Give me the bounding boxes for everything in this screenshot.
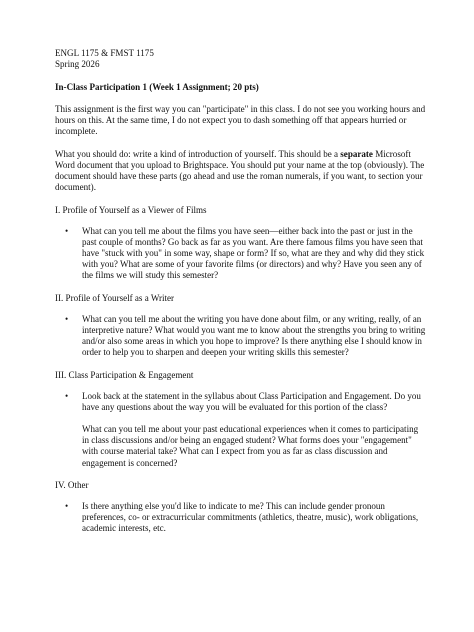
section-bullet-list	[55, 226, 427, 281]
instructions-bold-word: separate	[340, 149, 373, 160]
instructions-paragraph	[55, 149, 427, 193]
course-code: ENGL 1175 & FMST 1175	[55, 48, 154, 58]
bullet-paragraph: What can you tell me about the films you have seen—either back into the past or just in the past couple of months? Go back as far as you want. Are there famous films you have seen that have "stuck with you" in some way, shape or form? If so, what are they and why did they stick with you? What are some of your favorite films (or directors) and why? Have you seen any of the films we will study this semester?	[82, 226, 425, 281]
intro-paragraph: This assignment is the first way you can "participate" in this class. I do not see you working hours and hours on this. At the same time, I do not expect you to dash something off that appears hurried or incomplete.	[55, 104, 426, 137]
bullet-icon: •	[65, 226, 69, 237]
section-bullet-list	[55, 501, 427, 534]
bullet-icon: •	[65, 314, 69, 325]
term: Spring 2026	[55, 59, 100, 70]
assignment-title: In-Class Participation 1 (Week 1 Assignment; 20 pts)	[55, 81, 259, 92]
section-heading-films: I. Profile of Yourself as a Viewer of Films	[55, 204, 207, 215]
instructions-text-start: What you should do: write a kind of introduction of yourself. This should be a	[55, 149, 341, 160]
section-bullet-list	[55, 314, 427, 358]
bullet-paragraph: What can you tell me about the writing you have done about film, or any writing, really, of an interpretive nature? What would you want me to know about the strengths you bring to writing and/or also some areas in which you hope to improve? Is there anything else I should know in order to help you to sharpen and deepen your writing skills this semester?	[82, 314, 426, 358]
bullet-paragraph: Is there anything else you'd like to indicate to me? This can include gender pronoun preferences, co- or extracurricular commitments (athletics, theatre, music), work obligations, academic interests, etc.	[82, 501, 419, 534]
bullet-icon: •	[65, 391, 69, 402]
section-heading-writer: II. Profile of Yourself as a Writer	[55, 293, 175, 303]
bullet-paragraph: Look back at the statement in the syllabus about Class Participation and Engagement. Do you have any questions about the way you will be evaluated for this portion of the class?	[82, 391, 421, 413]
section-heading-other: IV. Other	[55, 480, 89, 491]
list-item	[55, 501, 427, 534]
document-page	[55, 48, 427, 535]
bullet-icon: •	[65, 501, 69, 512]
instructions-text-end: Microsoft Word document that you upload to Brightspace. You should put your name at the top (obviously). The document should have these parts (go ahead and use the roman numerals, if you want, to section your document).	[55, 149, 425, 193]
list-item	[55, 391, 427, 469]
bullet-paragraph-continued: What can you tell me about your past educational experiences when it comes to participating in class discussions and/or being an engaged student? What forms does your "engagement" with course material take? What can I expect from you as far as class discussion and engagement is concerned?	[82, 424, 419, 468]
list-item	[55, 314, 427, 358]
list-item	[55, 226, 427, 281]
section-bullet-list	[55, 391, 427, 469]
section-heading-participation: III. Class Participation & Engagement	[55, 369, 194, 380]
